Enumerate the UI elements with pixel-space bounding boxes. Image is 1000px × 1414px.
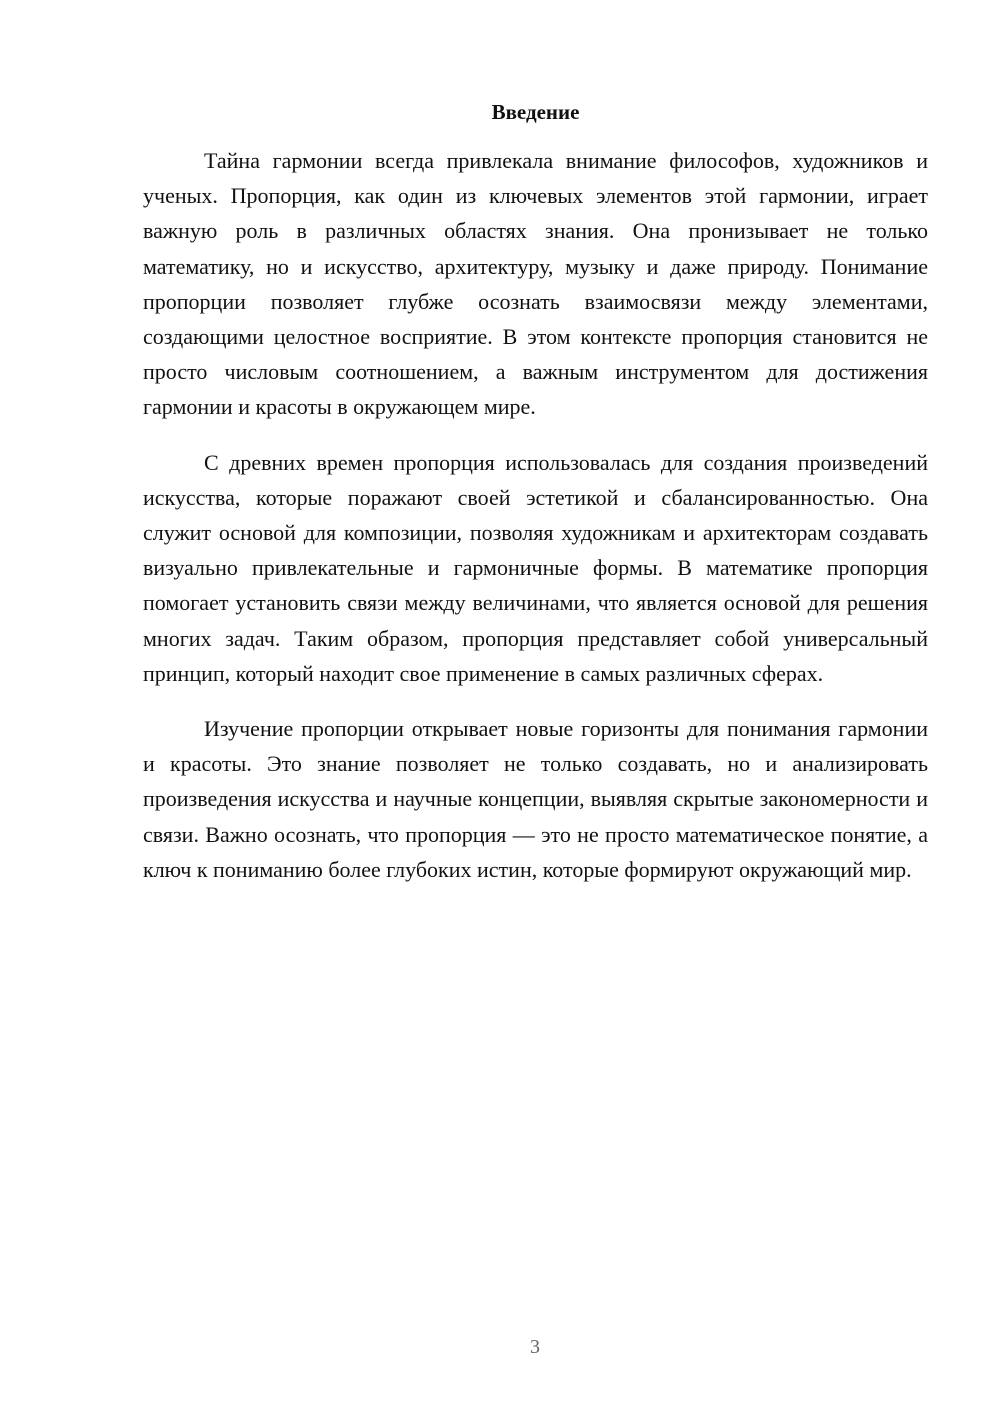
page-title: Введение: [491, 100, 580, 124]
paragraph-1: Тайна гармонии всегда привлекала внимание философов, художников и ученых. Пропорция, как один из ключевых элементов этой гармонии, играет важную роль в различных областях знания. Она пронизывает не только математику, но и искусство, архитектуру, музыку и даже природу. Понимание пропорции позволяет глубже осознать взаимосвязи между элементами, создающими целостное восприятие. В этом контексте пропорция становится не просто числовым соотношением, а важным инструментом для достижения гармонии и красоты в окружающем мире.: [143, 148, 928, 420]
paragraph-2: С древних времен пропорция использовалась для создания произведений искусства, которые поражают своей эстетикой и сбалансированностью. Она служит основой для композиции, позволяя художникам и архитекторам создавать визуально привлекательные и гармоничные формы. В математике пропорция помогает установить связи между величинами, что является основой для решения многих задач. Таким образом, пропорция представляет собой универсальный принцип, который находит свое применение в самых различных сферах.: [143, 449, 928, 686]
page-number: 3: [530, 1336, 540, 1358]
paragraph-3: Изучение пропорции открывает новые горизонты для понимания гармонии и красоты. Это знание позволяет не только создавать, но и анализировать произведения искусства и научные концепции, выявляя скрытые закономерности и связи. Важно осознать, что пропорция — это не просто математическое понятие, а ключ к пониманию более глубоких истин, которые формируют окружающий мир.: [143, 716, 928, 882]
document-body: [143, 143, 928, 907]
